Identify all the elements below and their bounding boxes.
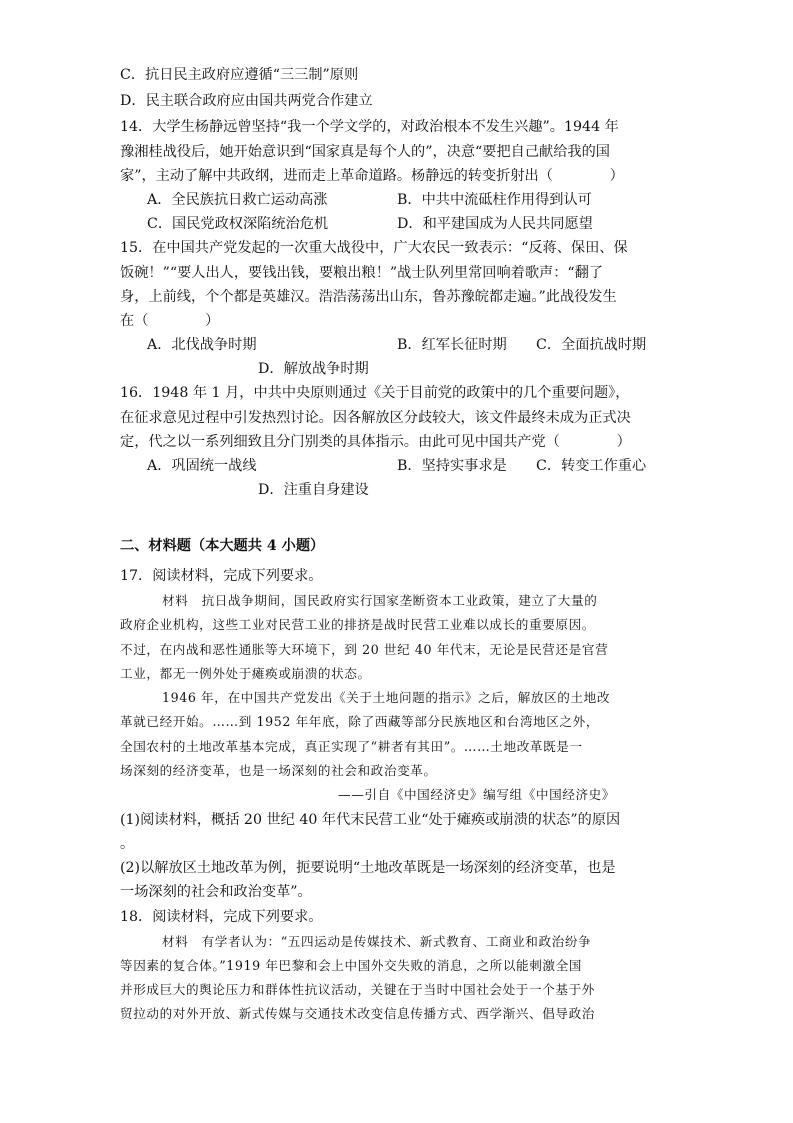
q16-option-d: D．注重自身建设 [258,482,369,498]
q18-material-line1: 材料 有学者认为：“五四运动是传媒技术、新式教育、工商业和政治纷争 [162,934,592,949]
q14-stem-line3: 家”，主动了解中共政纲，进而走上革命道路。杨静远的转变折射出（ ） [120,168,624,184]
q17-requirement-1-end: 。 [120,836,135,852]
q17-material-line8: 场深刻的经济变革，也是一场深刻的社会和政治变革。 [120,763,437,778]
q16-option-a: A．巩固统一战线 [147,458,257,474]
q13-option-d: D．民主联合政府应由国共两党合作建立 [120,93,373,109]
q14-option-a: A．全民族抗日救亡运动高涨 [147,192,328,208]
q18-intro: 18．阅读材料，完成下列要求。 [120,909,323,925]
q13-option-c: C．抗日民主政府应遵循“三三制”原则 [120,67,359,83]
q15-stem-line2: 饭碗！”“要人出人，要钱出钱，要粮出粮！”战士队列里常回响着歌声：“翻了 [120,265,604,281]
q14-option-d: D．和平建国成为人民共同愿望 [397,216,593,232]
q16-stem-line2: 在征求意见过程中引发热烈讨论。因各解放区分歧较大，该文件最终未成为正式决 [120,410,631,426]
q14-stem-line2: 豫湘桂战役后，她开始意识到“国家真是每个人的”，决意“要把自己献给我的国 [120,144,610,160]
q15-stem-line1: 15．在中国共产党发起的一次重大战役中，广大农民一致表示：“反蒋、保田、保 [120,240,628,256]
q15-option-a: A．北伐战争时期 [147,337,257,353]
q15-option-d: D．解放战争时期 [258,361,369,377]
q17-requirement-1: (1)阅读材料，概括 20 世纪 40 年代末民营工业“处于瘫痪或崩溃的状态”的原因 [120,812,621,828]
q16-option-c: C．转变工作重心 [536,458,647,474]
q16-option-b: B．坚持实事求是 [397,458,507,474]
q17-material-line7: 全国农村的土地改革基本完成，真正实现了“耕者有其田”。……土地改革既是一 [120,739,583,754]
q18-material-line4: 贸拉动的对外开放、新式传媒与交通技术改变信息传播方式、西学渐兴、倡导政治 [120,1006,595,1021]
q17-material-line1: 材料 抗日战争期间，国民政府实行国家垄断资本工业政策，建立了大量的 [162,593,598,608]
q17-material-line5: 1946 年，在中国共产党发出《关于土地问题的指示》之后，解放区的土地改 [162,690,611,705]
q17-material-line3: 不过，在内战和恶性通胀等大环境下，到 20 世纪 40 年代末，无论是民营还是官营 [120,642,609,657]
q15-stem-line4: 在（ ） [120,313,220,329]
q15-option-b: B．红军长征时期 [397,337,507,353]
q18-material-line3: 并形成巨大的舆论压力和群体性抗议活动，关键在于当时中国社会处于一个基于外 [120,982,595,997]
q17-requirement-2: (2)以解放区土地改革为例，扼要说明“土地改革既是一场深刻的经济变革，也是 [120,860,616,876]
q16-stem-line3: 定，代之以一系列细致且分门别类的具体指示。由此可见中国共产党（ ） [120,434,631,450]
q14-option-c: C．国民党政权深陷统治危机 [147,216,329,232]
q14-option-b: B．中共中流砥柱作用得到认可 [397,192,592,208]
q17-intro: 17．阅读材料，完成下列要求。 [120,568,323,584]
q15-option-c: C．全面抗战时期 [536,337,647,353]
q18-material-line2: 等因素的复合体。”1919 年巴黎和会上中国外交失败的消息，之所以能刺激全国 [120,958,582,973]
q17-material-line2: 政府企业机构，这些工业对民营工业的排挤是战时民营工业难以成长的重要原因。 [120,617,595,632]
q17-material-line6: 革就已经开始。……到 1952 年年底，除了西藏等部分民族地区和台湾地区之外， [120,714,600,729]
q17-requirement-2-cont: 一场深刻的社会和政治变革”。 [120,884,312,900]
q16-stem-line1: 16．1948 年 1 月，中共中央原则通过《关于目前党的政策中的几个重要问题》， [120,385,630,401]
section-heading: 二、材料题（本大题共 4 小题） [120,538,325,554]
q15-stem-line3: 身，上前线，个个都是英雄汉。浩浩荡荡出山东，鲁苏豫皖都走遍。”此战役发生 [120,289,617,305]
q17-material-line4: 工业，都无一例外处于瘫痪或崩溃的状态。 [120,666,371,681]
q14-stem-line1: 14．大学生杨静远曾坚持“我一个学文学的，对政治根本不发生兴趣”。1944 年 [120,119,619,135]
q17-source: ——引自《中国经济史》编写组《中国经济史》 [338,787,616,802]
